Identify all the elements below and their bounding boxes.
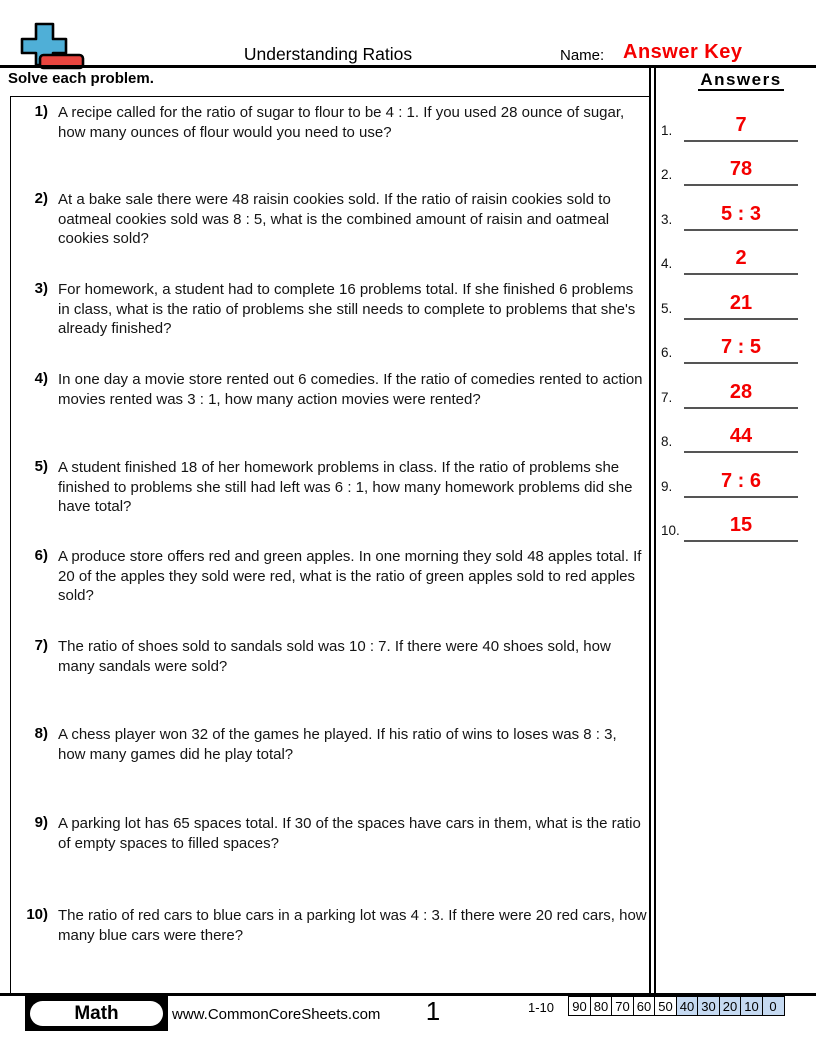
problem-text: A parking lot has 65 spaces total. If 30 of the spaces have cars in them, what is the ratio of empty spaces to filled spaces?	[58, 815, 641, 852]
score-table	[568, 996, 785, 1016]
problem-number: 8)	[34, 725, 48, 742]
score-cell: 70	[611, 996, 634, 1016]
score-cell: 40	[676, 996, 699, 1016]
problem-text: A student finished 18 of her homework problems in class. If the ratio of problems she finished to problems she still had left was 6 : 1, how many homework problems did she have total?	[58, 459, 633, 515]
answer-number: 6.	[661, 345, 673, 360]
answer-value: 28	[729, 381, 753, 403]
problem-text: The ratio of shoes sold to sandals sold was 10 : 7. If there were 40 shoes sold, how many sandals were sold?	[58, 638, 611, 675]
problem-text: A produce store offers red and green apples. In one morning they sold 48 apples total. If 20 of the apples they sold were red, what is the ratio of green apples sold to red apples sold?	[58, 548, 642, 604]
problem-number: 3)	[34, 280, 48, 297]
answer-number: 7.	[661, 390, 673, 405]
answer-blank-line	[684, 362, 798, 364]
answer-blank-line	[684, 318, 798, 320]
problem-text: In one day a movie store rented out 6 comedies. If the ratio of comedies rented to action movies rented was 3 : 1, how many action movies were rented?	[58, 371, 643, 408]
answer-number: 8.	[661, 434, 673, 449]
answer-value: 5 : 3	[720, 203, 762, 225]
problem-number: 9)	[34, 814, 48, 831]
problem-text: A chess player won 32 of the games he played. If his ratio of wins to loses was 8 : 3, how many games did he play total?	[58, 726, 617, 763]
answer-blank-line	[684, 140, 798, 142]
answer-blank-line	[684, 451, 798, 453]
answer-number: 5.	[661, 301, 673, 316]
score-cell: 80	[590, 996, 613, 1016]
answer-value: 7	[735, 114, 747, 136]
answer-blank-line	[684, 496, 798, 498]
problem-item	[0, 725, 649, 764]
score-cell: 20	[719, 996, 742, 1016]
score-cell: 60	[633, 996, 656, 1016]
score-cell: 50	[654, 996, 677, 1016]
problem-item	[0, 280, 649, 339]
answer-value: 15	[729, 514, 753, 536]
problem-item	[0, 370, 649, 409]
answer-blank-line	[684, 407, 798, 409]
answer-blank-line	[684, 540, 798, 542]
answers-panel-title: Answers	[700, 70, 782, 89]
problem-number: 1)	[34, 103, 48, 120]
problem-number: 10)	[26, 906, 48, 923]
answer-number: 2.	[661, 167, 673, 182]
page-title: Understanding Ratios	[243, 44, 413, 64]
problem-item	[0, 190, 649, 249]
score-cell: 0	[762, 996, 785, 1016]
answer-value: 78	[729, 158, 753, 180]
problem-text: A recipe called for the ratio of sugar to flour to be 4 : 1. If you used 28 ounce of sugar, how many ounces of flour would you need to use?	[58, 104, 625, 141]
answer-blank-line	[684, 229, 798, 231]
answer-number: 4.	[661, 256, 673, 271]
problem-item	[0, 906, 649, 945]
score-cell: 30	[697, 996, 720, 1016]
problem-item	[0, 547, 649, 606]
answer-value: 2	[735, 247, 747, 269]
subject-badge-label: Math	[30, 1001, 163, 1026]
problem-number: 2)	[34, 190, 48, 207]
problem-item	[0, 637, 649, 676]
score-range-label: 1-10	[528, 1000, 555, 1015]
page-number: 1	[425, 996, 441, 1026]
score-cell: 90	[568, 996, 591, 1016]
problem-number: 6)	[34, 547, 48, 564]
problem-item	[0, 103, 649, 142]
answer-value: 7 : 5	[720, 336, 762, 358]
problem-text: For homework, a student had to complete 16 problems total. If she finished 6 problems in class, what is the ratio of problems she still needs to complete to problems that she's already finished?	[58, 281, 636, 337]
problem-item	[0, 458, 649, 517]
answers-divider-double-line	[649, 65, 656, 996]
answer-number: 9.	[661, 479, 673, 494]
answer-number: 10.	[661, 523, 680, 538]
answer-number: 1.	[661, 123, 673, 138]
answer-blank-line	[684, 273, 798, 275]
problem-item	[0, 814, 649, 853]
problem-number: 4)	[34, 370, 48, 387]
problem-number: 7)	[34, 637, 48, 654]
problem-text: The ratio of red cars to blue cars in a parking lot was 4 : 3. If there were 20 red cars, how many blue cars were there?	[58, 907, 647, 944]
answer-blank-line	[684, 184, 798, 186]
answer-number: 3.	[661, 212, 673, 227]
answer-value: 21	[729, 292, 753, 314]
website-text: www.CommonCoreSheets.com	[172, 1006, 381, 1023]
problem-number: 5)	[34, 458, 48, 475]
header-rule	[0, 65, 816, 68]
subject-badge	[25, 996, 168, 1031]
name-value-answer-key: Answer Key	[623, 41, 743, 63]
answer-value: 44	[729, 425, 753, 447]
problem-text: At a bake sale there were 48 raisin cookies sold. If the ratio of raisin cookies sold to oatmeal cookies sold was 8 : 5, what is the combined amount of raisin and oatmeal cookies sold?	[58, 191, 611, 247]
answer-value: 7 : 6	[720, 470, 762, 492]
name-label: Name:	[560, 47, 605, 64]
score-cell: 10	[740, 996, 763, 1016]
instructions-text: Solve each problem.	[8, 70, 154, 87]
